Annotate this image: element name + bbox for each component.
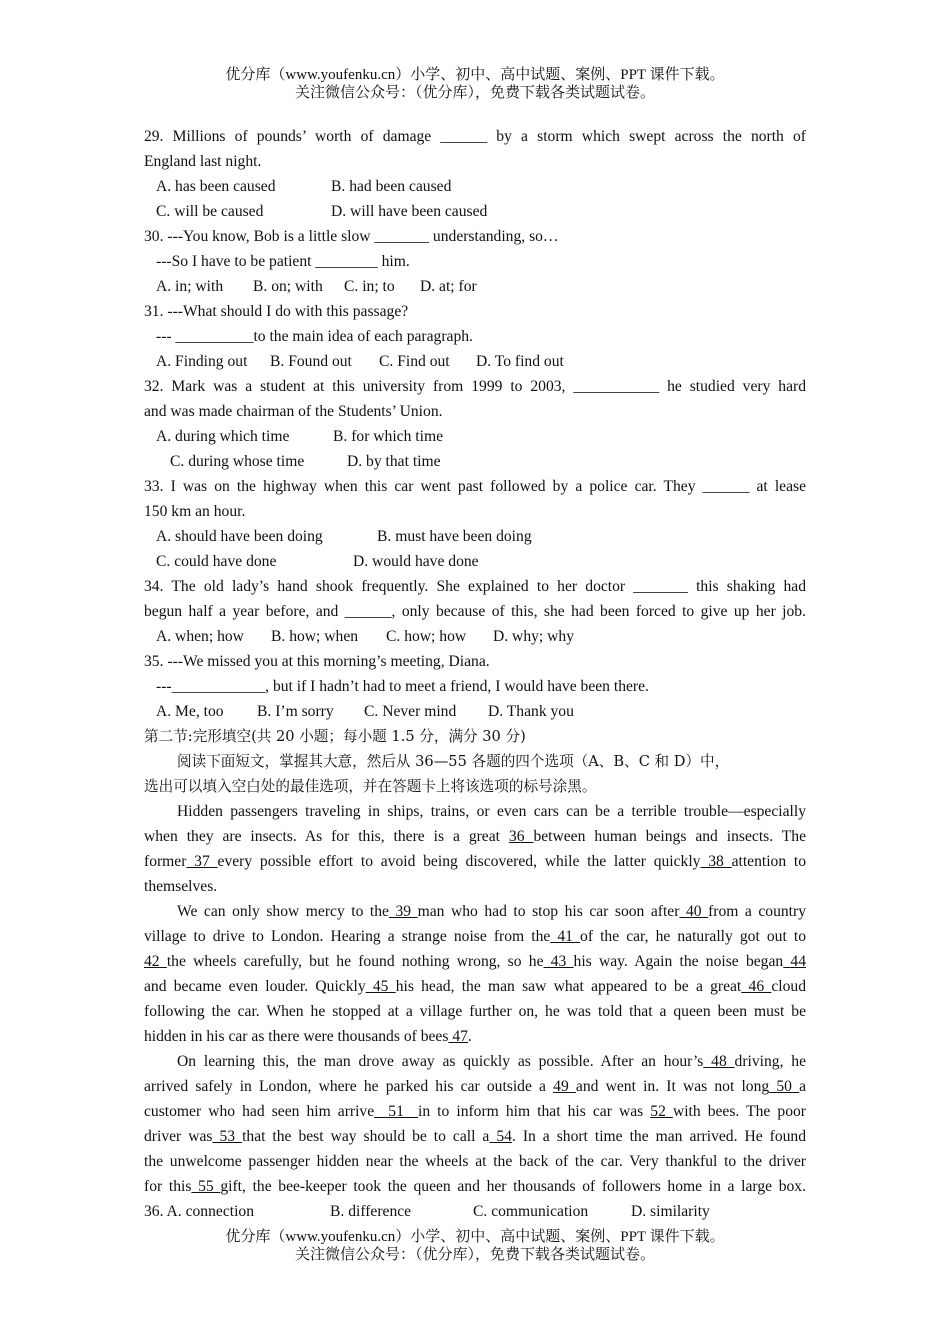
blank-48: 48 bbox=[703, 1053, 735, 1070]
q34-options bbox=[144, 624, 806, 649]
q33-option-a: A. should have been doing bbox=[156, 528, 323, 545]
q35-option-b: B. I’m sorry bbox=[257, 703, 334, 720]
passage-p2-line-2: village to drive to London. Hearing a strange noise from the 41 of the car, he naturally got out to bbox=[144, 928, 806, 945]
q34-option-d: D. why; why bbox=[493, 628, 574, 645]
q32-option-b: B. for which time bbox=[333, 428, 444, 445]
q31-option-b: B. Found out bbox=[270, 353, 352, 370]
q33-option-c: C. could have done bbox=[156, 553, 277, 570]
passage-p2-line-6: hidden in his car as there were thousands of bees 47. bbox=[144, 1028, 472, 1045]
q29-option-a: A. has been caused bbox=[156, 178, 276, 195]
q34-option-a: A. when; how bbox=[156, 628, 244, 645]
blank-51: 51 bbox=[374, 1103, 418, 1120]
footer-line-2: 关注微信公众号：（优分库），免费下载各类试题试卷。 bbox=[294, 1247, 655, 1263]
q31-stem-2: --- __________to the main idea of each paragraph. bbox=[156, 328, 473, 345]
header-line-1: 优分库（www.youfenku.cn）小学、初中、高中试题、案例、PPT 课件下载。 bbox=[225, 67, 725, 83]
blank-38: 38 bbox=[700, 853, 732, 870]
passage-p3-line-6: for this 55 gift, the bee-keeper took the queen and her thousands of followers home in a large box. bbox=[144, 1178, 806, 1195]
q30-option-a: A. in; with bbox=[156, 278, 224, 295]
blank-49: 49 bbox=[553, 1078, 576, 1095]
q30-option-c: C. in; to bbox=[344, 278, 395, 295]
exam-content bbox=[144, 124, 806, 1224]
q34-option-c: C. how; how bbox=[386, 628, 467, 645]
blank-36: 36 bbox=[508, 828, 534, 845]
q29-options-row-1 bbox=[144, 174, 806, 199]
q29-options-row-2 bbox=[144, 199, 806, 224]
q31-option-a: A. Finding out bbox=[156, 353, 248, 370]
passage-p2-line-5: following the car. When he stopped at a village further on, he was told that a queen been must be bbox=[144, 1003, 806, 1020]
q36-options bbox=[144, 1199, 806, 1224]
q31-option-c: C. Find out bbox=[379, 353, 450, 370]
passage-p2-line-1: We can only show mercy to the 39 man who had to stop his car soon after 40 from a country bbox=[177, 903, 806, 920]
passage-p1-line-2: when they are insects. As for this, there is a great 36 between human beings and insects. The bbox=[144, 828, 807, 845]
passage-p2-line-3: 42 the wheels carefully, but he found nothing wrong, so he 43 his way. Again the noise began 44 bbox=[144, 953, 807, 970]
q33-options-row-1 bbox=[144, 524, 806, 549]
blank-42: 42 bbox=[144, 953, 167, 970]
passage-p3-line-3: customer who had seen him arrive 51 in to inform him that his car was 52 with bees. The poor bbox=[144, 1103, 806, 1120]
footer-line-1: 优分库（www.youfenku.cn）小学、初中、高中试题、案例、PPT 课件下载。 bbox=[225, 1229, 725, 1245]
blank-39: 39 bbox=[388, 903, 418, 920]
q32-stem-1: 32. Mark was a student at this university from 1999 to 2003, ___________ he studied very hard bbox=[144, 378, 806, 395]
passage-p1-line-3: former 37 every possible effort to avoid being discovered, while the latter quickly 38 attention to bbox=[144, 853, 807, 870]
q29-option-c: C. will be caused bbox=[156, 203, 264, 220]
q30-option-d: D. at; for bbox=[420, 278, 477, 295]
q30-stem-1: 30. ---You know, Bob is a little slow _______ understanding, so… bbox=[144, 228, 559, 245]
section-instruction-2: 选出可以填入空白处的最佳选项，并在答题卡上将该选项的标号涂黑。 bbox=[144, 778, 597, 795]
q30-options bbox=[144, 274, 806, 299]
q33-option-d: D. would have done bbox=[353, 553, 479, 570]
q29-stem-1: 29. Millions of pounds’ worth of damage ______ by a storm which swept across the north of bbox=[144, 128, 806, 145]
blank-44: 44 bbox=[783, 953, 807, 970]
q36-option-d: D. similarity bbox=[631, 1203, 710, 1220]
blank-41: 41 bbox=[550, 928, 581, 945]
q36-option-b: B. difference bbox=[330, 1203, 412, 1220]
header-line-2: 关注微信公众号：（优分库），免费下载各类试题试卷。 bbox=[294, 85, 655, 101]
passage-p1-line-1: Hidden passengers traveling in ships, trains, or even cars can be a terrible trouble—especially bbox=[177, 803, 806, 820]
q34-stem-1: 34. The old lady’s hand shook frequently. She explained to her doctor _______ this shaking had bbox=[144, 578, 806, 595]
section-title: 第二节:完形填空(共 20 小题；每小题 1.5 分，满分 30 分) bbox=[144, 728, 526, 745]
page-footer bbox=[0, 1228, 950, 1264]
blank-53: 53 bbox=[212, 1128, 243, 1145]
q34-stem-2: begun half a year before, and ______, only because of this, she had been forced to give up her job. bbox=[144, 603, 806, 620]
page-header bbox=[0, 66, 950, 102]
q31-stem-1: 31. ---What should I do with this passage? bbox=[144, 303, 409, 320]
blank-40: 40 bbox=[679, 903, 709, 920]
q32-stem-2: and was made chairman of the Students’ Union. bbox=[144, 403, 443, 420]
q35-option-d: D. Thank you bbox=[488, 703, 574, 720]
blank-37: 37 bbox=[186, 853, 218, 870]
q29-option-d: D. will have been caused bbox=[331, 203, 488, 220]
blank-54: 54 bbox=[489, 1128, 512, 1145]
q31-options bbox=[144, 349, 806, 374]
blank-43: 43 bbox=[543, 953, 574, 970]
q35-option-a: A. Me, too bbox=[156, 703, 224, 720]
blank-46: 46 bbox=[741, 978, 772, 995]
q30-stem-2: ---So I have to be patient ________ him. bbox=[156, 253, 410, 270]
blank-52: 52 bbox=[650, 1103, 673, 1120]
q32-options-row-2 bbox=[144, 449, 806, 474]
q34-option-b: B. how; when bbox=[271, 628, 359, 645]
q32-option-d: D. by that time bbox=[347, 453, 441, 470]
passage-p3-line-1: On learning this, the man drove away as quickly as possible. After an hour’s 48 driving, he bbox=[177, 1053, 807, 1070]
passage-p3-line-4: driver was 53 that the best way should be to call a 54. In a short time the man arrived. He found bbox=[144, 1128, 807, 1145]
q36-option-a: 36. A. connection bbox=[144, 1203, 255, 1220]
passage-p3-line-5: the unwelcome passenger hidden near the wheels at the back of the car. Very thankful to the driver bbox=[144, 1153, 806, 1170]
q35-stem-2: ---____________, but if I hadn’t had to meet a friend, I would have been there. bbox=[156, 678, 649, 695]
blank-55: 55 bbox=[191, 1178, 221, 1195]
blank-47: 47 bbox=[448, 1028, 468, 1045]
q33-option-b: B. must have been doing bbox=[377, 528, 532, 545]
q31-option-d: D. To find out bbox=[476, 353, 564, 370]
blank-45: 45 bbox=[365, 978, 396, 995]
q30-option-b: B. on; with bbox=[253, 278, 323, 295]
section-instruction-1: 阅读下面短文，掌握其大意，然后从 36—55 各题的四个选项（A、B、C 和 D）中， bbox=[177, 753, 730, 770]
passage-p3-line-2: arrived safely in London, where he parked his car outside a 49 and went in. It was not long 50 a bbox=[144, 1078, 807, 1095]
passage-p2-line-4: and became even louder. Quickly 45 his head, the man saw what appeared to be a great 46 cloud bbox=[144, 978, 807, 995]
q33-options-row-2 bbox=[144, 549, 806, 574]
q33-stem-1: 33. I was on the highway when this car went past followed by a police car. They ______ at lease bbox=[144, 478, 806, 495]
passage-p1-line-4: themselves. bbox=[144, 878, 218, 895]
q29-stem-2: England last night. bbox=[144, 153, 262, 170]
q32-options-row-1 bbox=[144, 424, 806, 449]
q35-options bbox=[144, 699, 806, 724]
blank-50: 50 bbox=[769, 1078, 800, 1095]
q32-option-c: C. during whose time bbox=[170, 453, 305, 470]
q29-option-b: B. had been caused bbox=[331, 178, 452, 195]
q35-option-c: C. Never mind bbox=[364, 703, 457, 720]
q35-stem-1: 35. ---We missed you at this morning’s meeting, Diana. bbox=[144, 653, 490, 670]
q33-stem-2: 150 km an hour. bbox=[144, 503, 246, 520]
q36-option-c: C. communication bbox=[473, 1203, 589, 1220]
q32-option-a: A. during which time bbox=[156, 428, 290, 445]
